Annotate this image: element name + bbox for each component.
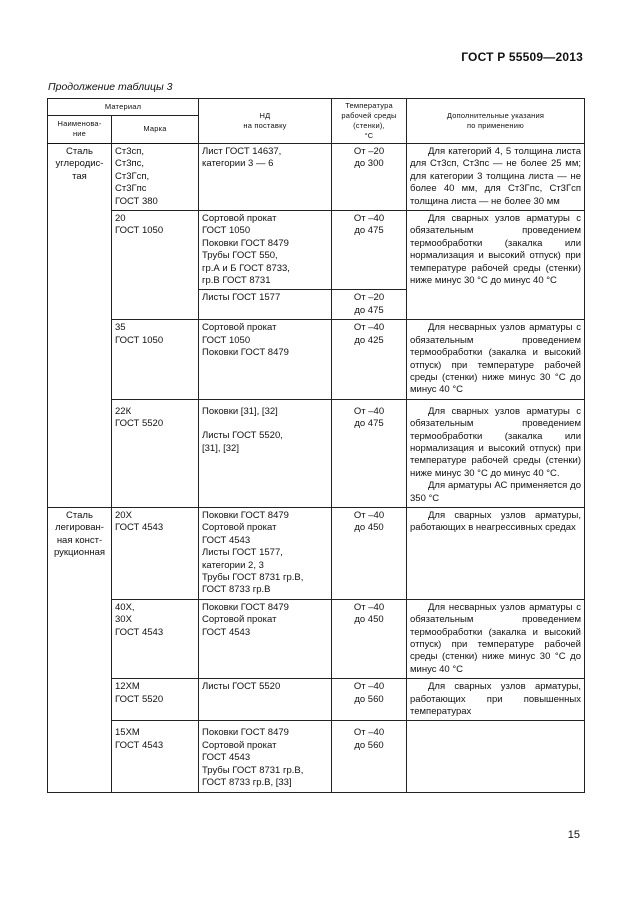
grade-line: 40Х, [115, 601, 135, 613]
header-temperature [332, 99, 407, 144]
nd-line: Сортовой прокат [202, 739, 277, 751]
notes-cell [407, 144, 585, 211]
nd-line: Поковки ГОСТ 8479 [202, 727, 289, 739]
temperature-cell [332, 144, 407, 211]
nd-line: Поковки ГОСТ 8479 [202, 509, 289, 521]
material-name-cell [48, 507, 112, 792]
table-continuation-caption: Продолжение таблицы 3 [48, 81, 173, 93]
notes-cell [407, 599, 585, 678]
temperature-cell [332, 320, 407, 399]
notes-text: Для сварных узлов арматуры с обязательным проведением термообработки (закалка или нормализация и высокий отпуск) при температуре рабочей среды (стенки) ниже минус 30 °С до минус 40 °С. [410, 405, 581, 479]
header-name-line: Наименова- [57, 119, 102, 129]
grade-line: ГОСТ 1050 [115, 334, 164, 346]
nd-line: Сортовой прокат [202, 213, 277, 225]
nd-line: ГОСТ 4543 [202, 626, 251, 638]
header-notes-line: Дополнительные указания [446, 111, 545, 120]
grade-line: Ст3сп, [115, 146, 145, 157]
table-row [48, 507, 585, 599]
notes-text: Для категорий 4, 5 толщина листа для Ст3сп, Ст3пс — не более 25 мм; для категории 3 толщина листа — не более 40 мм, для Ст3Гпс, Ст3Гсп толщина листа — не более 30 мм [410, 146, 581, 207]
grade-cell [112, 679, 199, 721]
temperature-cell [332, 290, 407, 320]
temperature-cell [332, 507, 407, 599]
notes-text: Для несварных узлов арматуры с обязательным проведением термообработки (закалка и высокий отпуск) при температуре рабочей среды (стенки) ниже минус 30 °С до минус 40 °С [410, 322, 581, 396]
grade-line: 15ХМ [115, 727, 140, 739]
temp-line: От –20 [353, 146, 385, 157]
temp-line: до 450 [354, 614, 384, 626]
temp-line: От –40 [353, 322, 385, 334]
header-temp-line: (стенки), [353, 121, 385, 130]
temp-line: От –40 [353, 509, 385, 521]
notes-text: Для сварных узлов арматуры с обязательным проведением термообработки (закалка или нормализация и высокий отпуск) при температуре рабочей среды (стенки) ниже минус 30 °С до минус 40 °С [410, 213, 581, 287]
temperature-cell [332, 399, 407, 507]
header-grade: Марка [112, 115, 199, 143]
table-row [48, 144, 585, 211]
grade-line: ГОСТ 4543 [115, 739, 164, 751]
temp-line: до 560 [354, 739, 384, 751]
document-header-title: ГОСТ Р 55509—2013 [461, 50, 583, 64]
grade-line: 20 [115, 213, 126, 225]
grade-cell [112, 507, 199, 599]
header-notes-line: по применению [467, 121, 524, 130]
nd-line: Поковки [31], [32] [202, 405, 278, 417]
nd-cell [199, 144, 332, 211]
notes-cell [407, 211, 585, 320]
nd-line: гр.В ГОСТ 8731 [202, 275, 271, 287]
temp-line: до 475 [354, 418, 384, 430]
header-nd-line: на поставку [243, 121, 287, 130]
nd-line: Поковки ГОСТ 8479 [202, 601, 289, 613]
grade-line: 22К [115, 405, 132, 417]
grade-line: 30Х [115, 614, 132, 626]
temperature-cell [332, 211, 407, 290]
grade-cell [112, 721, 199, 792]
nd-line: Листы ГОСТ 1577, [202, 547, 283, 559]
nd-line: Трубы ГОСТ 550, [202, 250, 278, 262]
grade-line: 20Х [115, 509, 132, 521]
grade-cell [112, 599, 199, 678]
grade-line: ГОСТ 1050 [115, 225, 164, 237]
nd-line: Листы ГОСТ 1577 [202, 292, 281, 304]
grade-line: ГОСТ 4543 [115, 626, 164, 638]
temp-line: От –40 [353, 601, 385, 613]
material-name-line: Сталь [66, 146, 93, 157]
nd-line: ГОСТ 4543 [202, 752, 251, 764]
nd-line: Трубы ГОСТ 8731 гр.В, [202, 572, 304, 583]
temperature-cell [332, 599, 407, 678]
temp-line: до 475 [354, 304, 384, 316]
grade-cell [112, 399, 199, 507]
header-temp-line: °С [364, 131, 374, 140]
temp-line: От –20 [353, 292, 385, 304]
nd-line: Листы ГОСТ 5520 [202, 681, 281, 693]
grade-cell [112, 320, 199, 399]
temp-line: до 300 [354, 158, 384, 170]
grade-line: ГОСТ 4543 [115, 522, 164, 534]
table-row [48, 599, 585, 678]
nd-cell [199, 320, 332, 399]
notes-text: Для сварных узлов арматуры, работающих в неагрессивных средах [410, 509, 581, 534]
material-name-cell [48, 144, 112, 508]
temp-line: От –40 [353, 681, 385, 693]
nd-line: ГОСТ 8733 гр.В, [33] [202, 777, 292, 789]
materials-table [47, 98, 585, 793]
temp-line: От –40 [353, 213, 385, 225]
material-name-line: Сталь [66, 509, 93, 521]
header-name-line: ние [72, 129, 87, 139]
nd-line: Сортовой прокат [202, 522, 277, 534]
temp-line: От –40 [353, 727, 385, 739]
notes-cell [407, 399, 585, 507]
nd-line: Сортовой прокат [202, 322, 277, 334]
notes-text: Для сварных узлов арматуры, работающих при повышенных температурах [410, 681, 581, 718]
table-row [48, 211, 585, 290]
nd-cell [199, 290, 332, 320]
material-name-line: ная конст- [56, 534, 103, 546]
nd-cell [199, 599, 332, 678]
nd-line: Лист ГОСТ 14637, [202, 146, 282, 157]
nd-line: Поковки ГОСТ 8479 [202, 347, 289, 359]
grade-cell [112, 211, 199, 320]
material-name-line: углеродис- [55, 158, 104, 170]
nd-line: Листы ГОСТ 5520, [202, 430, 283, 442]
nd-cell [199, 399, 332, 507]
grade-line: Ст3Гпс [115, 183, 147, 195]
temp-line: до 560 [354, 693, 384, 705]
notes-text: Для арматуры АС применяется до 350 °С [410, 480, 581, 504]
nd-line: гр.А и Б ГОСТ 8733, [202, 262, 290, 274]
grade-line: ГОСТ 380 [115, 195, 158, 207]
nd-line: Поковки ГОСТ 8479 [202, 237, 289, 249]
nd-line: ГОСТ 1050 [202, 225, 251, 237]
nd-line: категории 3 — 6 [202, 158, 274, 170]
nd-line: ГОСТ 8733 гр.В [202, 584, 271, 596]
table-row [48, 721, 585, 792]
header-temp-line: Температура [345, 101, 393, 110]
temp-line: От –40 [353, 405, 385, 417]
nd-line: ГОСТ 1050 [202, 334, 251, 346]
nd-cell [199, 721, 332, 792]
nd-line: ГОСТ 4543 [202, 534, 251, 546]
grade-line: 12ХМ [115, 681, 140, 693]
material-name-line: рукционная [53, 547, 106, 559]
notes-text: Для несварных узлов арматуры с обязательным проведением термообработки (закалка и высокий отпуск) при температуре рабочей среды (стенки) ниже минус 30 °С до минус 40 °С [410, 601, 581, 675]
header-nd-line: НД [259, 111, 271, 120]
header-nd [199, 99, 332, 144]
header-name [48, 115, 112, 143]
header-material: Материал [48, 99, 199, 116]
grade-cell [112, 144, 199, 211]
nd-cell [199, 211, 332, 290]
grade-line: ГОСТ 5520 [115, 418, 164, 430]
notes-cell [407, 507, 585, 599]
grade-line: Ст3Гсп, [115, 170, 150, 182]
table-row [48, 399, 585, 507]
notes-cell [407, 721, 585, 792]
nd-line: [31], [32] [202, 442, 239, 454]
temp-line: до 425 [354, 334, 384, 346]
material-name-line: легирован- [55, 522, 104, 534]
table-row [48, 679, 585, 721]
nd-line: Сортовой прокат [202, 614, 277, 626]
header-temp-line: рабочей среды [341, 111, 397, 120]
temperature-cell [332, 679, 407, 721]
temperature-cell [332, 721, 407, 792]
table-row [48, 320, 585, 399]
grade-line: ГОСТ 5520 [115, 693, 164, 705]
temp-line: до 450 [354, 522, 384, 534]
material-name-line: тая [72, 170, 87, 182]
notes-cell [407, 679, 585, 721]
temp-line: до 475 [354, 225, 384, 237]
page-number: 15 [567, 829, 580, 841]
nd-cell [199, 679, 332, 721]
nd-line: категории 2, 3 [202, 559, 264, 571]
header-notes [407, 99, 585, 144]
grade-line: 35 [115, 322, 126, 334]
notes-cell [407, 320, 585, 399]
nd-line: Трубы ГОСТ 8731 гр.В, [202, 764, 304, 776]
nd-cell [199, 507, 332, 599]
grade-line: Ст3пс, [115, 158, 145, 170]
